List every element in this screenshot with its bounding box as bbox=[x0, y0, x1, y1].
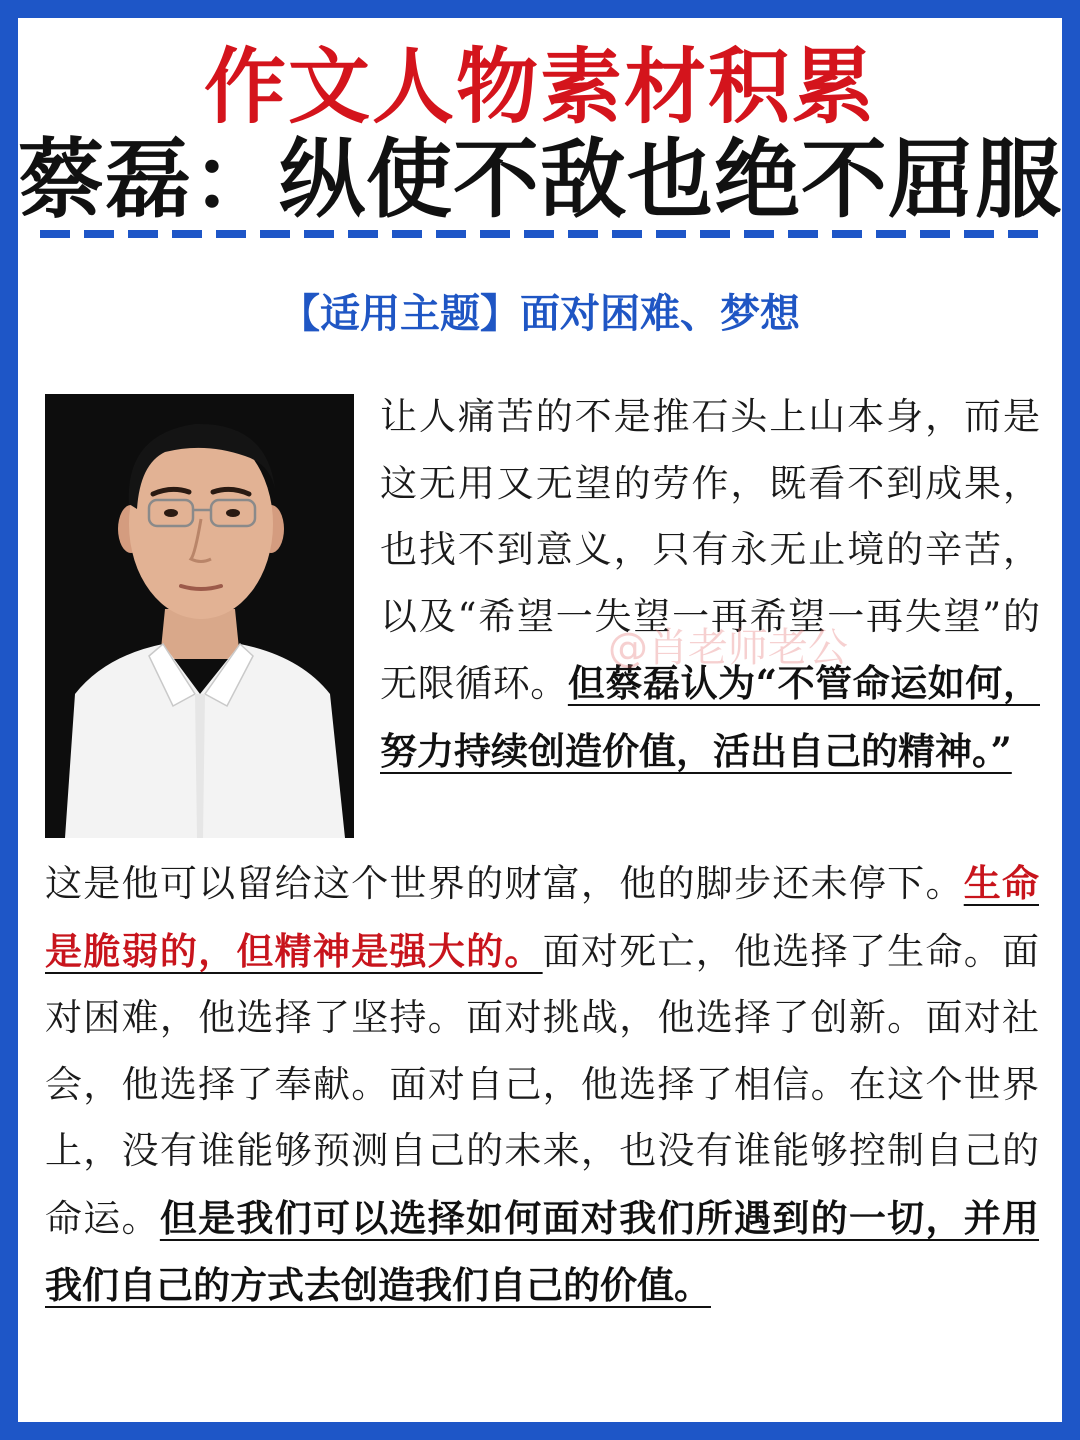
intro-emphasis: 但蔡磊认为“不管命运如何，努力持续创造价值，活出自己的精神。” bbox=[380, 661, 1040, 773]
title-line-1: 作文人物素材积累 bbox=[203, 40, 876, 135]
portrait-illustration bbox=[45, 394, 354, 838]
intro-paragraph bbox=[380, 384, 1040, 785]
watermark-text: @肖老师老公 bbox=[608, 625, 848, 671]
title-line-2: 蔡磊：纵使不敌也绝不屈服 bbox=[18, 130, 1062, 230]
main-red-emphasis: 生命是脆弱的，但精神是强大的。 bbox=[45, 861, 1039, 973]
main-text-start: 这是他可以留给这个世界的财富，他的脚步还未停下。 bbox=[45, 862, 964, 905]
intro-text: 让人痛苦的不是推石头上山本身，而是这无用又无望的劳作，既看不到成果，也找不到意义，只有永无止境的辛苦，以及“希望一失望一再希望一再失望”的无限循环。 bbox=[380, 395, 1040, 705]
main-paragraph bbox=[45, 850, 1039, 1320]
main-text-middle: 面对死亡，他选择了生命。面对困难，他选择了坚持。面对挑战，他选择了创新。面对社会，他选择了奉献。面对自己，他选择了相信。在这个世界上，没有谁能够预测自己的未来，也没有谁能够控制自己的命运。 bbox=[45, 929, 1039, 1240]
main-emphasis: 但是我们可以选择如何面对我们所遇到的一切，并用我们自己的方式去创造我们自己的价值。 bbox=[45, 1195, 1040, 1307]
portrait-photo bbox=[45, 394, 354, 838]
dashed-divider bbox=[40, 230, 1040, 238]
theme-label: 【适用主题】面对困难、梦想 bbox=[280, 291, 800, 337]
page-frame bbox=[18, 18, 1062, 1422]
